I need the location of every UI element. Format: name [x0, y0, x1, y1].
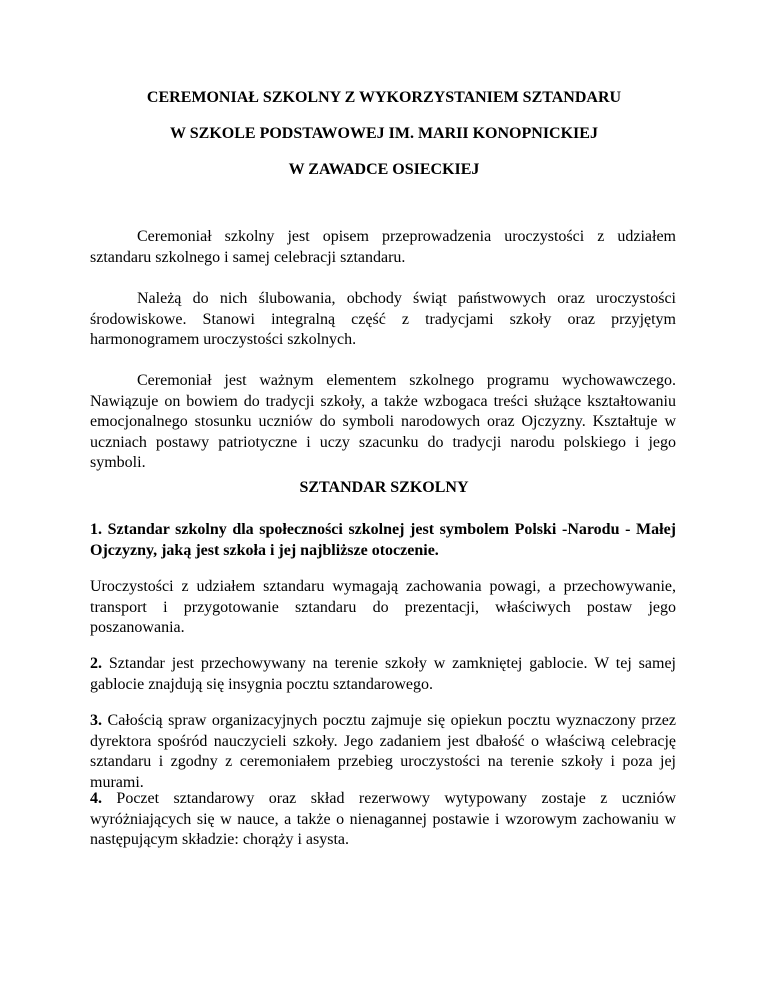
- item-3-number: 3.: [90, 712, 102, 729]
- document-title-line-2: W SZKOLE PODSTAWOWEJ IM. MARII KONOPNICKIEJ: [170, 125, 598, 142]
- document-title-line-1: CEREMONIAŁ SZKOLNY Z WYKORZYSTANIEM SZTANDARU: [146, 89, 622, 106]
- item-2-number: 2.: [90, 655, 102, 672]
- item-3-paragraph: [90, 711, 676, 793]
- item-1-statement: 1. Sztandar szkolny dla społeczności szkolnej jest symbolem Polski -Narodu - Małej Ojczyzny, jaką jest szkoła i jej najbliższe otoczenie.: [90, 521, 676, 559]
- item-4-number: 4.: [90, 790, 102, 807]
- item-4-paragraph: [90, 789, 676, 851]
- item-2-text: Sztandar jest przechowywany na terenie szkoły w zamkniętej gablocie. W tej samej gablocie znajdują się insygnia pocztu sztandarowego.: [90, 655, 676, 693]
- intro-paragraph-2: Należą do nich ślubowania, obchody świąt państwowych oraz uroczystości środowiskowe. Stanowi integralną część z tradycjami szkoły oraz przyjętym harmonogramem uroczystości szkolnych.: [90, 290, 676, 348]
- intro-paragraph-3: Ceremoniał jest ważnym elementem szkolnego programu wychowawczego. Nawiązuje on bowiem do tradycji szkoły, a także wzbogaca treści służące kształtowaniu emocjonalnego stosunku uczniów do symboli narodowych oraz Ojczyzny. Kształtuje w uczniach postawy patriotyczne i uczy szacunku do tradycji narodu polskiego i jego symboli.: [90, 372, 676, 471]
- item-1-paragraph: Uroczystości z udziałem sztandaru wymagają zachowania powagi, a przechowywanie, transport i przygotowanie sztandaru do prezentacji, właściwych postaw jego poszanowania.: [90, 578, 676, 636]
- intro-paragraph-1: Ceremoniał szkolny jest opisem przeprowadzenia uroczystości z udziałem sztandaru szkolnego i samej celebracji sztandaru.: [90, 228, 676, 266]
- section-heading: SZTANDAR SZKOLNY: [299, 479, 469, 496]
- item-4-text: Poczet sztandarowy oraz skład rezerwowy wytypowany zostaje z uczniów wyróżniających się w nauce, a także o nienagannej postawie i wzorowym zachowaniu w następującym składzie: chorąży i asysta.: [90, 790, 676, 848]
- document-title-line-3: W ZAWADCE OSIECKIEJ: [288, 161, 480, 178]
- item-2-paragraph: [90, 654, 676, 695]
- item-3-text: Całością spraw organizacyjnych pocztu zajmuje się opiekun pocztu wyznaczony przez dyrektora spośród nauczycieli szkoły. Jego zadaniem jest dbałość o właściwą celebrację sztandaru i zgodny z ceremoniałem przebieg uroczystości na terenie szkoły i poza jej murami.: [90, 712, 676, 791]
